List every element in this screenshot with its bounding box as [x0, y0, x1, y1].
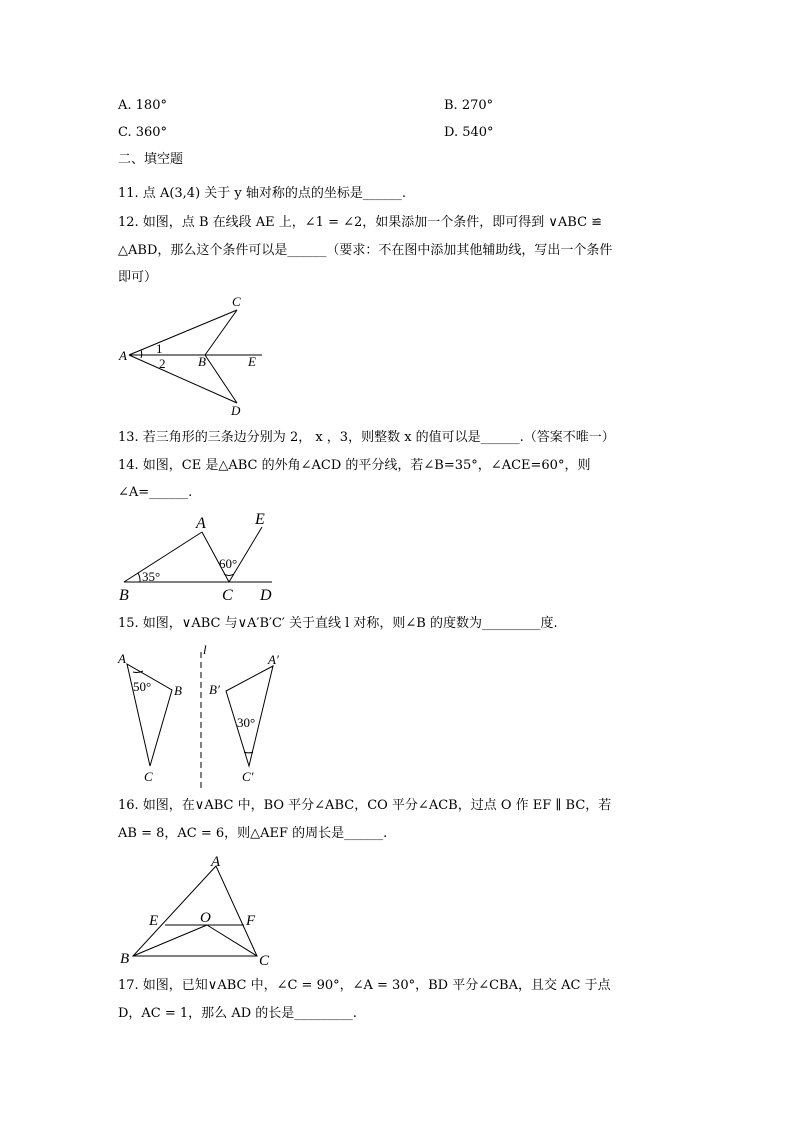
fig15-label-l: l	[203, 642, 207, 657]
fig15-angle-A: 50°	[133, 679, 152, 694]
fig16-label-F: F	[246, 913, 256, 929]
question-14-line2: ∠A=______.	[118, 485, 193, 500]
fig12-label-C: C	[232, 294, 241, 309]
fig16-label-O: O	[200, 910, 211, 926]
fig14-label-D: D	[260, 587, 272, 604]
fig15-label-B2: B′	[209, 682, 220, 697]
fig15-label-C2: C′	[242, 769, 254, 784]
question-17-line2: D，AC = 1，那么 AD 的长是_________.	[118, 1006, 357, 1021]
question-17-line1: 17. 如图，已知∨ABC 中，∠C = 90°，∠A = 30°，BD 平分∠CBA，且交 AC 于点	[118, 978, 611, 993]
fig14-label-E: E	[255, 511, 265, 528]
fig15-label-A2: A′	[268, 652, 279, 667]
fig15-label-C: C	[144, 769, 153, 784]
fig15-label-A: A	[118, 651, 126, 666]
fig12-label-1: 1	[156, 341, 163, 356]
fig16-label-E: E	[149, 913, 159, 929]
question-13: 13. 若三角形的三条边分别为 2， x ，3，则整数 x 的值可以是______.（答案不唯一）	[118, 430, 615, 445]
question-15: 15. 如图，∨ABC 与∨A′B′C′ 关于直线 l 对称，则∠B 的度数为_________度.	[118, 616, 558, 631]
fig14-label-B: B	[119, 587, 129, 604]
fig14-label-A: A	[196, 515, 206, 532]
fig12-label-D: D	[231, 403, 241, 418]
option-b: B. 270°	[444, 98, 494, 113]
question-12-line1: 12. 如图，点 B 在线段 AE 上，∠1 = ∠2，如果添加一个条件，即可得到 ∨ABC ≌	[118, 215, 603, 230]
fig16-label-B: B	[120, 951, 130, 967]
option-d: D. 540°	[444, 125, 494, 140]
question-12-line2: △ABD，那么这个条件可以是______（要求：不在图中添加其他辅助线，写出一个条件	[118, 243, 613, 258]
fig15-angle-B2: 30°	[237, 715, 256, 730]
question-16-line1: 16. 如图，在∨ABC 中，BO 平分∠ABC，CO 平分∠ACB，过点 O 作 EF ∥ BC，若	[118, 798, 612, 813]
fig12-label-B: B	[198, 354, 206, 369]
question-14-line1: 14. 如图，CE 是△ABC 的外角∠ACD 的平分线，若∠B=35°，∠ACE=60°，则	[118, 458, 591, 473]
fig14-label-C: C	[222, 587, 233, 604]
fig12-label-E: E	[248, 354, 256, 369]
fig15-label-B: B	[174, 683, 182, 698]
question-16-line2: AB = 8，AC = 6，则△AEF 的周长是______.	[118, 826, 388, 841]
section-title: 二、填空题	[118, 152, 184, 167]
fig12-label-2: 2	[159, 356, 166, 371]
fig16-label-A: A	[211, 854, 221, 870]
option-a: A. 180°	[118, 98, 167, 113]
fig14-angle-ACE: 60°	[219, 556, 238, 571]
fig16-label-C: C	[259, 953, 270, 969]
question-11: 11. 点 A(3,4) 关于 y 轴对称的点的坐标是______.	[118, 186, 407, 201]
fig14-angle-B: 35°	[142, 569, 161, 584]
fig12-label-A: A	[119, 348, 127, 363]
option-c: C. 360°	[118, 125, 168, 140]
question-12-line3: 即可）	[118, 270, 158, 285]
